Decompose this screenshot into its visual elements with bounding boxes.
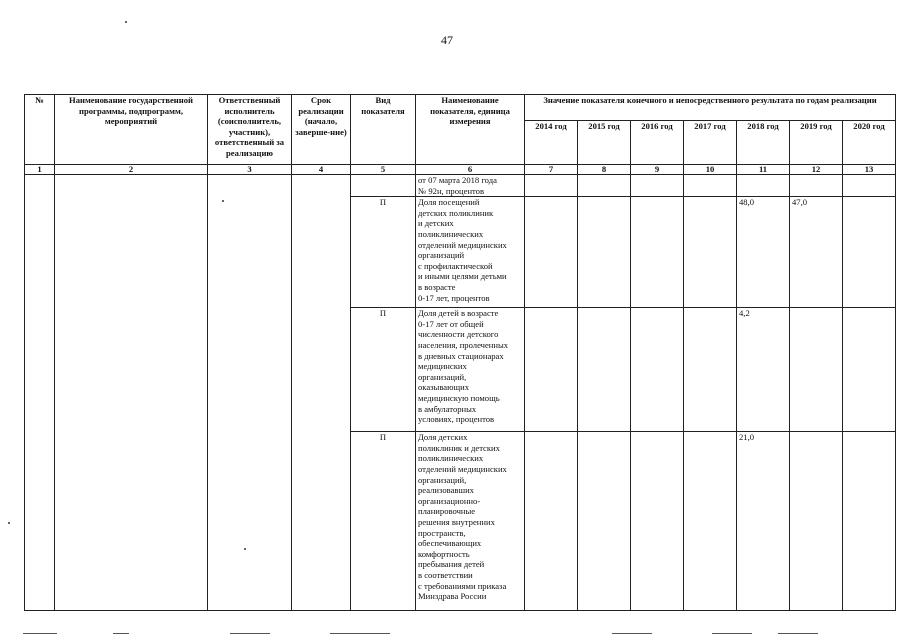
column-number: 1 <box>25 165 55 175</box>
cell-value <box>843 197 896 308</box>
header-indicator-kind: Вид показателя <box>351 95 416 165</box>
cell-value <box>843 175 896 197</box>
cell-indicator-kind: П <box>351 197 416 308</box>
cell-value <box>790 308 843 432</box>
scan-speck <box>222 200 224 202</box>
cell-value <box>631 175 684 197</box>
column-number: 3 <box>208 165 292 175</box>
page-number: 47 <box>441 33 453 47</box>
column-number: 12 <box>790 165 843 175</box>
column-number: 9 <box>631 165 684 175</box>
cell-value <box>737 175 790 197</box>
column-number: 13 <box>843 165 896 175</box>
cell-indicator-kind <box>351 175 416 197</box>
header-program-name: Наименование государственной программы, подпрограмм, мероприятий <box>55 95 208 165</box>
column-number: 4 <box>292 165 351 175</box>
header-term: Срок реализации (начало, заверше-ние) <box>292 95 351 165</box>
column-number: 7 <box>525 165 578 175</box>
header-year: 2016 год <box>631 121 684 165</box>
cell-value <box>631 308 684 432</box>
cell-value <box>578 308 631 432</box>
scan-edge-mark <box>712 633 752 634</box>
header-year: 2014 год <box>525 121 578 165</box>
scan-speck <box>8 522 10 524</box>
cell-value <box>525 197 578 308</box>
cell-value: 21,0 <box>737 432 790 611</box>
header-year: 2020 год <box>843 121 896 165</box>
indicators-table <box>24 94 896 611</box>
header-year: 2018 год <box>737 121 790 165</box>
header-indicator-name: Наименование показателя, единица измерения <box>416 95 525 165</box>
cell-value <box>525 308 578 432</box>
scan-edge-mark <box>612 633 652 634</box>
scan-edge-mark <box>23 633 57 634</box>
cell-value <box>684 432 737 611</box>
column-number: 8 <box>578 165 631 175</box>
scan-edge-marks <box>0 633 905 637</box>
column-number: 11 <box>737 165 790 175</box>
scan-edge-mark <box>230 633 270 634</box>
scan-edge-mark <box>330 633 390 634</box>
cell-value: 48,0 <box>737 197 790 308</box>
cell-value: 47,0 <box>790 197 843 308</box>
cell-responsible <box>208 175 292 611</box>
cell-value <box>843 308 896 432</box>
cell-value <box>790 432 843 611</box>
cell-indicator-name: Доля посещений детских поликлиник и детских поликлинических отделений медицинских организаций с профилактической и иными целями детьми в возрасте 0-17 лет, процентов <box>416 197 525 308</box>
cell-value <box>684 308 737 432</box>
scan-edge-mark <box>778 633 818 634</box>
table-row <box>25 175 896 197</box>
cell-number <box>25 175 55 611</box>
cell-term <box>292 175 351 611</box>
cell-value <box>843 432 896 611</box>
cell-value: 4,2 <box>737 308 790 432</box>
header-responsible: Ответственный исполнитель (соисполнитель, участник), ответственный за реализацию <box>208 95 292 165</box>
header-year: 2015 год <box>578 121 631 165</box>
cell-value <box>684 197 737 308</box>
header-year: 2017 год <box>684 121 737 165</box>
cell-value <box>578 432 631 611</box>
cell-value <box>684 175 737 197</box>
cell-indicator-name: Доля детских поликлиник и детских поликлинических отделений медицинских организаций, реализовавших организационно- планировочные решения внутренних пространств, обеспечивающих комфортность пребывания детей в соответствии с требованиями приказа Минздрава России <box>416 432 525 611</box>
cell-program-name <box>55 175 208 611</box>
cell-value <box>525 432 578 611</box>
scan-speck <box>244 548 246 550</box>
header-number: № <box>25 95 55 165</box>
scan-edge-mark <box>113 633 129 634</box>
cell-indicator-kind: П <box>351 432 416 611</box>
cell-value <box>631 197 684 308</box>
header-values-group: Значение показателя конечного и непосредственного результата по годам реализации <box>525 95 896 121</box>
cell-indicator-name: от 07 марта 2018 года № 92н, процентов <box>416 175 525 197</box>
column-number: 5 <box>351 165 416 175</box>
cell-value <box>631 432 684 611</box>
header-year: 2019 год <box>790 121 843 165</box>
column-number-row <box>25 165 896 175</box>
column-number: 6 <box>416 165 525 175</box>
cell-value <box>578 197 631 308</box>
cell-value <box>578 175 631 197</box>
cell-value <box>790 175 843 197</box>
cell-indicator-kind: П <box>351 308 416 432</box>
column-number: 2 <box>55 165 208 175</box>
column-number: 10 <box>684 165 737 175</box>
scan-speck <box>125 21 127 23</box>
cell-value <box>525 175 578 197</box>
cell-indicator-name: Доля детей в возрасте 0-17 лет от общей численности детского населения, пролеченных в дневных стационарах медицинских организаций, оказывающих медицинскую помощь в амбулаторных условиях, процентов <box>416 308 525 432</box>
